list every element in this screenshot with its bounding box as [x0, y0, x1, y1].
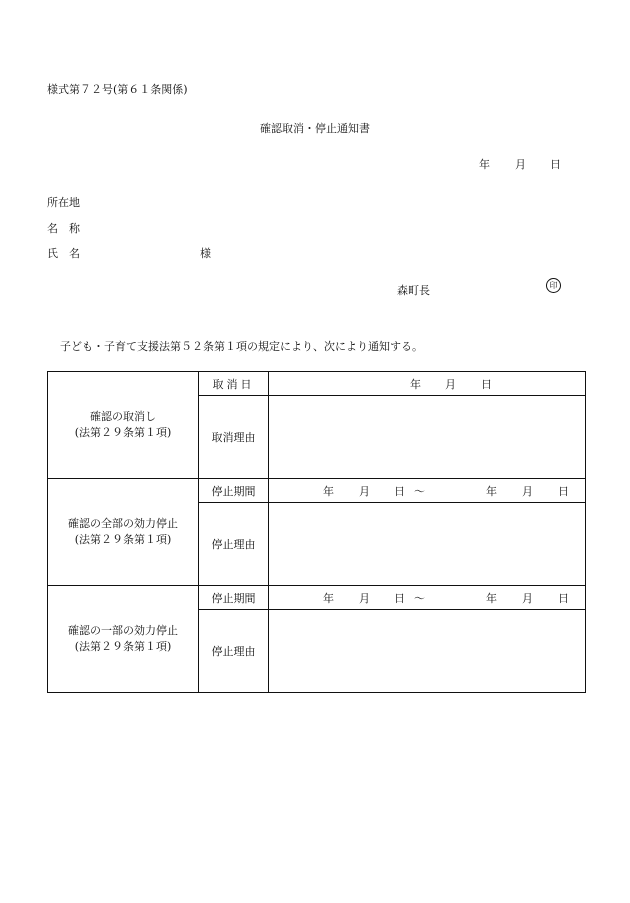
addressee-person-label: 氏 名 [47, 247, 80, 260]
revocation-reason-field[interactable] [269, 396, 586, 479]
full-suspension-reason-field[interactable] [269, 503, 586, 586]
table-row [48, 372, 586, 396]
section-label-line1: 確認の取消し [90, 410, 156, 423]
section-label-partial-suspension [48, 586, 199, 693]
period-to-month: 月 [522, 591, 533, 605]
document-title: 確認取消・停止通知書 [260, 122, 370, 135]
period-to-year: 年 [486, 591, 497, 605]
section-label-line1: 確認の全部の効力停止 [68, 517, 178, 530]
period-from-year: 年 [323, 591, 334, 605]
field-label-full-suspension-reason: 停止理由 [199, 503, 269, 586]
period-tilde: ～ [414, 484, 425, 498]
section-label-line2: (法第２９条第１項) [74, 640, 172, 653]
field-label-partial-suspension-period: 停止期間 [199, 586, 269, 610]
period-to-day: 日 [558, 591, 569, 605]
full-suspension-period-field[interactable] [269, 479, 586, 503]
period-from-day: 日 [394, 484, 405, 498]
date-year-label: 年 [479, 158, 490, 171]
revocation-date-field[interactable] [269, 372, 586, 396]
date-day-label: 日 [550, 158, 561, 171]
period-from-month: 月 [359, 591, 370, 605]
partial-suspension-reason-field[interactable] [269, 610, 586, 693]
field-label-partial-suspension-reason: 停止理由 [199, 610, 269, 693]
field-label-full-suspension-period: 停止期間 [199, 479, 269, 503]
form-number: 様式第７２号(第６１条関係) [47, 83, 188, 96]
revocation-date-month: 月 [445, 377, 456, 391]
addressee-name-label: 名 称 [47, 222, 80, 235]
period-to-year: 年 [486, 484, 497, 498]
section-label-full-suspension [48, 479, 199, 586]
section-label-line1: 確認の一部の効力停止 [68, 624, 178, 637]
table-row [48, 479, 586, 503]
addressee-honorific: 様 [200, 247, 211, 260]
section-label-line2: (法第２９条第１項) [74, 426, 172, 439]
revocation-date-day: 日 [481, 377, 492, 391]
period-to-day: 日 [558, 484, 569, 498]
addressee-location-label: 所在地 [47, 196, 80, 209]
issuer-name: 森町長 [397, 284, 430, 297]
period-tilde: ～ [414, 591, 425, 605]
partial-suspension-period-field[interactable] [269, 586, 586, 610]
notice-table [47, 371, 586, 693]
revocation-date-year: 年 [410, 377, 421, 391]
section-label-line2: (法第２９条第１項) [74, 533, 172, 546]
period-from-year: 年 [323, 484, 334, 498]
period-from-day: 日 [394, 591, 405, 605]
body-text: 子ども・子育て支援法第５２条第１項の規定により、次により通知する。 [60, 340, 423, 353]
period-from-month: 月 [359, 484, 370, 498]
period-to-month: 月 [522, 484, 533, 498]
field-label-revocation-reason: 取消理由 [199, 396, 269, 479]
seal-stamp: 印 [546, 278, 561, 293]
table-row [48, 586, 586, 610]
field-label-revocation-date: 取消日 [199, 372, 269, 396]
date-month-label: 月 [515, 158, 526, 171]
section-label-revocation [48, 372, 199, 479]
